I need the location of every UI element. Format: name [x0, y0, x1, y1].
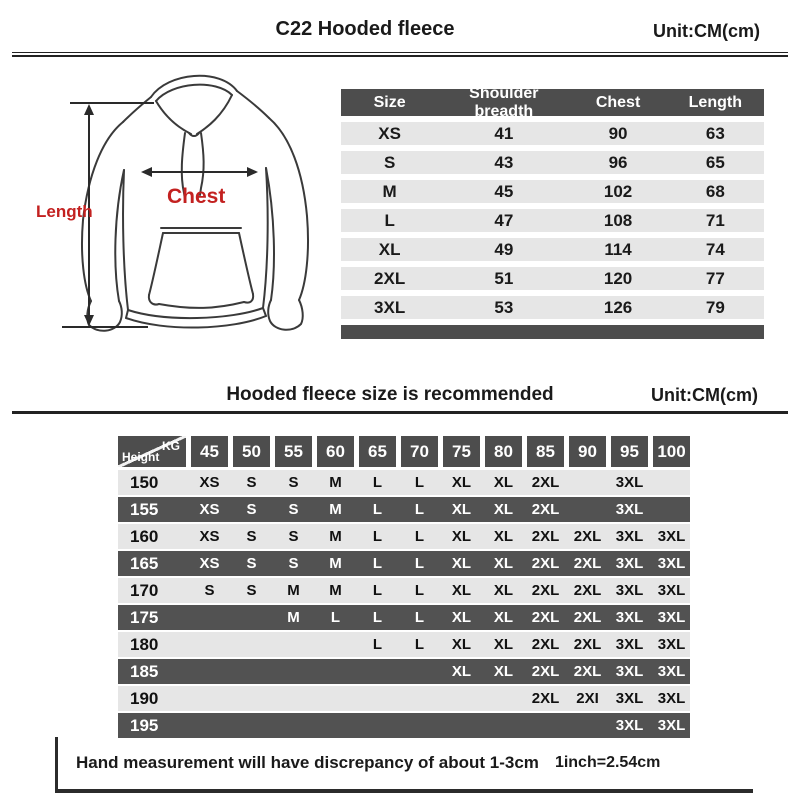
fit-table-size-cell: 3XL [657, 582, 686, 599]
length-measure-label: Length [36, 202, 93, 221]
fit-table-size-cell: S [288, 555, 299, 572]
size-table-cell: 71 [705, 210, 725, 230]
fit-table-size-cell: 2XL [573, 663, 602, 680]
size-table-cell: XL [378, 239, 401, 259]
fit-table-size-cell: S [246, 555, 257, 572]
fit-table-size-cell [317, 632, 354, 657]
fit-table-size-cell: 3XL [657, 609, 686, 626]
fit-table-row [118, 659, 690, 684]
fit-table-size-cell: XL [493, 555, 514, 572]
size-table-cell: S [383, 152, 396, 172]
fit-table-size-cell: XL [451, 474, 472, 491]
size-table-cell: M [382, 181, 397, 201]
fit-table-row [118, 524, 690, 549]
fit-table-size-cell: 2XL [573, 609, 602, 626]
chest-measure-label: Chest [167, 185, 226, 208]
size-table [341, 84, 764, 339]
fit-table-size-cell: XL [493, 474, 514, 491]
fit-table-size-cell: 3XL [657, 528, 686, 545]
fit-table-weight-header: 90 [569, 436, 606, 467]
fit-table-size-cell: L [414, 555, 425, 572]
fit-table-size-cell: 3XL [657, 636, 686, 653]
fit-table-height-cell: 150 [130, 473, 159, 492]
size-table-cell: 102 [603, 181, 633, 201]
size-table-row [341, 267, 764, 290]
fit-table-row [118, 713, 690, 738]
fit-table-row [118, 551, 690, 576]
fit-table-size-cell: 2XL [531, 609, 560, 626]
fit-table-height-cell: 155 [130, 500, 159, 519]
fit-table-size-cell [191, 686, 228, 711]
fit-table-size-cell: S [246, 474, 257, 491]
fit-table-size-cell: 3XL [615, 636, 644, 653]
fit-table-size-cell [233, 713, 270, 738]
size-table-cell: 53 [494, 297, 514, 317]
fit-table-size-cell [275, 686, 312, 711]
fit-table-size-cell: XL [451, 609, 472, 626]
fit-table-size-cell: 2XL [573, 636, 602, 653]
chest-arrow [141, 167, 258, 177]
size-table-cell: 65 [705, 152, 725, 172]
fit-table-size-cell [569, 470, 606, 495]
fit-table-weight-header: 95 [611, 436, 648, 467]
fit-table-size-cell: 3XL [657, 717, 686, 734]
fit-table-size-cell: 2XL [531, 555, 560, 572]
fit-table-size-cell [233, 686, 270, 711]
size-table-cell: L [384, 210, 395, 230]
size-table-cell: 77 [705, 268, 725, 288]
size-table-cell: 120 [603, 268, 633, 288]
fit-table-corner-cell [118, 436, 186, 467]
fit-table-size-cell: 2XL [573, 555, 602, 572]
fit-table-size-cell: S [204, 582, 215, 599]
fit-table-size-cell [191, 605, 228, 630]
fit-table-size-cell: XL [493, 582, 514, 599]
unit-label-top: Unit:CM(cm) [653, 21, 760, 41]
fit-table-size-cell: M [329, 501, 342, 518]
fit-table-size-cell: 2XL [531, 582, 560, 599]
fit-table-size-cell: XL [493, 501, 514, 518]
fit-table-size-cell: XL [493, 663, 514, 680]
fit-table-size-cell: M [329, 555, 342, 572]
fit-table-size-cell [317, 713, 354, 738]
fit-table-size-cell: 2XL [573, 528, 602, 545]
fit-table-size-cell: 3XL [615, 528, 644, 545]
size-table-cell: 45 [494, 181, 514, 201]
fit-table-row [118, 578, 690, 603]
fit-table-size-cell [317, 686, 354, 711]
fit-table-height-cell: 190 [130, 689, 159, 708]
fit-table-size-cell: 3XL [657, 663, 686, 680]
fit-table-size-cell: 3XL [615, 555, 644, 572]
fit-table-size-cell [401, 686, 438, 711]
inch-conversion-note: 1inch=2.54cm [554, 754, 661, 771]
fit-table-size-cell [275, 632, 312, 657]
fit-table-size-cell: M [329, 582, 342, 599]
fit-table-size-cell [569, 713, 606, 738]
fit-table-weight-header: 45 [191, 436, 228, 467]
fit-table-size-cell [401, 713, 438, 738]
fit-table-size-cell: 2XL [531, 663, 560, 680]
fit-table-size-cell: 2XL [573, 582, 602, 599]
fit-table-header [118, 436, 690, 467]
measurement-note: Hand measurement will have discrepancy of about 1-3cm [76, 753, 539, 772]
fit-table-size-cell: L [414, 609, 425, 626]
fit-table-size-cell [359, 686, 396, 711]
fit-table [118, 436, 690, 740]
fit-table-size-cell: XS [199, 501, 220, 518]
fit-table-size-cell: XL [493, 636, 514, 653]
size-table-body [341, 122, 764, 319]
fit-table-size-cell [653, 470, 690, 495]
size-table-header-cell: Chest [595, 93, 641, 111]
size-table-row [341, 151, 764, 174]
fit-table-size-cell: M [329, 474, 342, 491]
fit-table-size-cell: XL [451, 582, 472, 599]
fit-table-size-cell [275, 659, 312, 684]
fit-table-size-cell: 3XL [615, 582, 644, 599]
fit-table-size-cell [191, 659, 228, 684]
footer-note-box [55, 737, 753, 793]
corner-kg-label: KG [162, 439, 180, 453]
size-table-cell: 43 [494, 152, 514, 172]
size-table-cell: 114 [604, 239, 632, 259]
fit-table-size-cell: L [372, 582, 383, 599]
fit-table-size-cell: 3XL [615, 690, 644, 707]
fit-table-size-cell [443, 713, 480, 738]
fit-table-weight-header: 65 [359, 436, 396, 467]
size-table-header-cell: Shoulder breadth [469, 84, 539, 120]
fit-table-size-cell: 2XL [531, 474, 560, 491]
fit-table-size-cell: 2XI [576, 690, 599, 707]
fit-table-size-cell [653, 497, 690, 522]
fit-table-size-cell: 3XL [615, 717, 644, 734]
fit-table-height-cell: 165 [130, 554, 159, 573]
fit-table-height-cell: 195 [130, 716, 159, 735]
fit-table-size-cell [359, 713, 396, 738]
fit-table-size-cell [191, 713, 228, 738]
corner-height-label: Height [122, 450, 160, 464]
fit-table-size-cell: M [329, 528, 342, 545]
fit-table-size-cell: L [414, 474, 425, 491]
fit-table-size-cell: 3XL [615, 501, 644, 518]
fit-table-size-cell [401, 659, 438, 684]
fit-table-size-cell: 3XL [615, 663, 644, 680]
fit-table-size-cell: 3XL [657, 690, 686, 707]
size-table-cell: 126 [603, 297, 633, 317]
fit-table-size-cell: XL [493, 528, 514, 545]
fit-table-height-cell: 185 [130, 662, 159, 681]
fit-table-size-cell: L [372, 528, 383, 545]
size-table-cell: 74 [705, 239, 725, 259]
fit-table-height-cell: 180 [130, 635, 159, 654]
fit-table-size-cell: L [372, 555, 383, 572]
fit-table-row [118, 605, 690, 630]
fit-table-size-cell: XL [451, 555, 472, 572]
fit-table-weight-header: 75 [443, 436, 480, 467]
size-table-header [341, 84, 764, 120]
fit-table-size-cell [233, 659, 270, 684]
size-table-cell: 2XL [374, 268, 406, 288]
fit-table-row [118, 686, 690, 711]
fit-table-size-cell: S [246, 528, 257, 545]
fit-table-weight-header: 100 [653, 436, 690, 467]
size-table-cell: 51 [494, 268, 514, 288]
fit-table-size-cell [359, 659, 396, 684]
fit-table-size-cell: XL [493, 609, 514, 626]
fit-table-size-cell [275, 713, 312, 738]
fit-table-row [118, 632, 690, 657]
size-table-cell: 79 [705, 297, 725, 317]
fit-table-weight-header: 50 [233, 436, 270, 467]
size-table-cell: XS [378, 123, 401, 143]
fit-table-row [118, 470, 690, 495]
fit-table-size-cell [485, 713, 522, 738]
fit-table-size-cell: L [372, 474, 383, 491]
size-table-row [341, 122, 764, 145]
fit-table-size-cell: L [414, 528, 425, 545]
fit-table-size-cell: S [288, 528, 299, 545]
fit-table-weight-header: 70 [401, 436, 438, 467]
size-table-header-cell: Length [688, 93, 742, 111]
fit-table-row [118, 497, 690, 522]
fit-table-size-cell: L [372, 609, 383, 626]
size-table-cell: 68 [705, 181, 725, 201]
fit-table-weight-header: 80 [485, 436, 522, 467]
fit-table-size-cell [569, 497, 606, 522]
size-table-cell: 47 [494, 210, 514, 230]
fit-table-size-cell: XL [451, 528, 472, 545]
size-table-cell: 41 [494, 123, 514, 143]
fit-table-weight-header: 55 [275, 436, 312, 467]
fit-table-size-cell: M [287, 582, 300, 599]
fit-table-size-cell: 2XL [531, 528, 560, 545]
fit-table-size-cell [191, 632, 228, 657]
size-table-row [341, 180, 764, 203]
size-table-cell: 63 [705, 123, 725, 143]
fit-table-size-cell: XL [451, 663, 472, 680]
fit-table-size-cell: L [372, 501, 383, 518]
fit-table-size-cell: XS [199, 528, 220, 545]
fit-table-height-cell: 170 [130, 581, 159, 600]
fit-table-size-cell: S [288, 501, 299, 518]
size-table-cell: 90 [608, 123, 628, 143]
size-table-row [341, 209, 764, 232]
fit-table-size-cell [527, 713, 564, 738]
fit-table-size-cell [317, 659, 354, 684]
unit-label-middle: Unit:CM(cm) [651, 385, 758, 405]
fit-table-size-cell [443, 686, 480, 711]
size-table-cell: 3XL [374, 297, 406, 317]
middle-divider [12, 411, 788, 414]
size-table-cell: 96 [608, 152, 628, 172]
fit-table-size-cell: XL [451, 636, 472, 653]
fit-table-size-cell: 3XL [657, 555, 686, 572]
fit-table-size-cell [233, 632, 270, 657]
fit-table-size-cell: 3XL [615, 609, 644, 626]
top-divider [12, 52, 788, 57]
fit-table-size-cell: L [372, 636, 383, 653]
fit-table-size-cell: 2XL [531, 636, 560, 653]
fit-table-size-cell: L [330, 609, 341, 626]
fit-table-size-cell: L [414, 582, 425, 599]
fit-table-height-cell: 160 [130, 527, 159, 546]
fit-table-size-cell [485, 686, 522, 711]
fit-table-size-cell: S [246, 501, 257, 518]
fit-table-weight-header: 60 [317, 436, 354, 467]
recommend-title: Hooded fleece size is recommended [226, 384, 554, 405]
size-table-header-cell: Size [373, 93, 406, 111]
size-table-footer-bar [341, 325, 764, 339]
fit-table-size-cell: XS [199, 555, 220, 572]
fit-table-size-cell: 2XL [531, 501, 560, 518]
fit-table-size-cell: L [414, 636, 425, 653]
fit-table-size-cell: M [287, 609, 300, 626]
size-table-row [341, 296, 764, 319]
fit-table-body [118, 470, 690, 738]
fit-table-size-cell: XS [199, 474, 220, 491]
size-table-cell: 49 [494, 239, 514, 259]
fit-table-size-cell: S [246, 582, 257, 599]
fit-table-size-cell [233, 605, 270, 630]
fit-table-size-cell: XL [451, 501, 472, 518]
size-table-row [341, 238, 764, 261]
fit-table-size-cell: 2XL [531, 690, 560, 707]
fit-table-size-cell: S [288, 474, 299, 491]
page-title: C22 Hooded fleece [275, 18, 455, 40]
fit-table-size-cell: L [414, 501, 425, 518]
fit-table-height-cell: 175 [130, 608, 159, 627]
fit-table-size-cell: 3XL [615, 474, 644, 491]
size-table-cell: 108 [603, 210, 633, 230]
fit-table-weight-header: 85 [527, 436, 564, 467]
